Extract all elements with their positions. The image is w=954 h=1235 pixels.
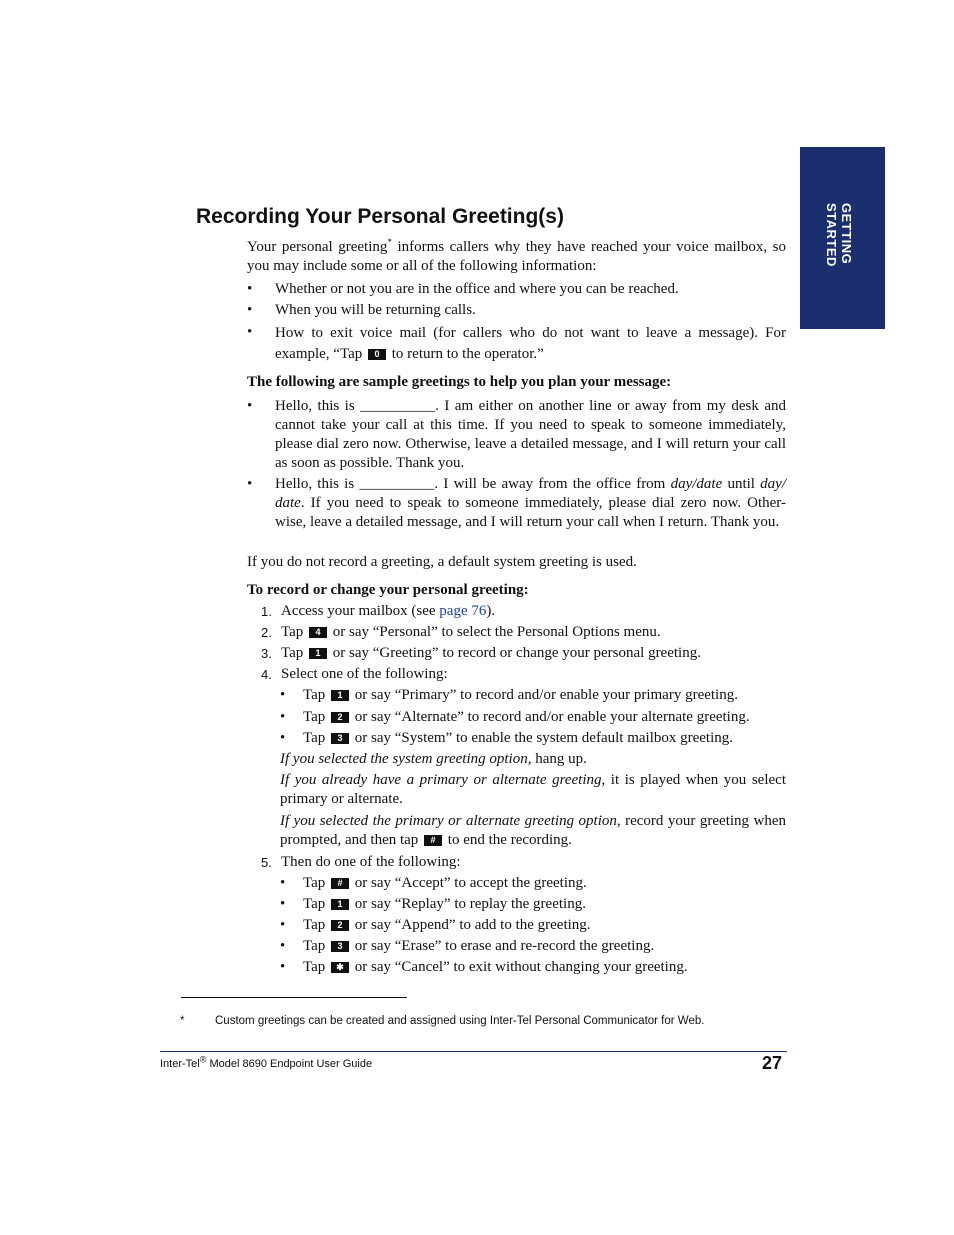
section-tab[interactable] <box>800 147 885 329</box>
key-hash-icon: # <box>331 878 349 889</box>
footnote-ref[interactable]: * <box>387 237 392 247</box>
bullet: • <box>247 281 253 297</box>
bullet: • <box>247 398 253 414</box>
key-1-icon: 1 <box>309 648 327 659</box>
page-title: Recording Your Personal Greeting(s) <box>196 205 564 228</box>
footnote-mark: * <box>180 1015 185 1027</box>
footnote-text: Custom greetings can be created and assigned using Inter-Tel Personal Communicator for Web. <box>215 1015 705 1027</box>
default-note: If you do not record a greeting, a default system greeting is used. <box>247 554 637 570</box>
step-note: If you selected the system greeting option, hang up. <box>280 751 587 767</box>
footnote-divider <box>181 997 407 998</box>
key-0-icon: 0 <box>368 349 386 360</box>
key-star-icon: ✱ <box>331 962 349 973</box>
page-link[interactable]: page 76 <box>439 603 487 619</box>
step-note: If you already have a primary or alternate greeting, it is played when you select primary or alternate. <box>280 772 786 807</box>
bullet: • <box>247 302 253 318</box>
key-2-icon: 2 <box>331 920 349 931</box>
intro-paragraph: Your personal greeting* informs callers why they have reached your voice mailbox, so you may include some or all of the following information: <box>247 237 786 274</box>
bullet: • <box>247 476 253 492</box>
section-tab-label: GETTING STARTED <box>824 203 854 267</box>
procedure-heading: To record or change your personal greeting: <box>247 582 529 598</box>
key-1-icon: 1 <box>331 690 349 701</box>
key-4-icon: 4 <box>309 627 327 638</box>
key-hash-icon: # <box>424 835 442 846</box>
footer-guide-title: Inter-Tel® Model 8690 Endpoint User Guide <box>160 1054 373 1070</box>
key-2-icon: 2 <box>331 712 349 723</box>
key-1-icon: 1 <box>331 899 349 910</box>
key-3-icon: 3 <box>331 733 349 744</box>
footer-divider <box>160 1051 787 1052</box>
samples-heading: The following are sample greetings to help you plan your message: <box>247 374 672 390</box>
key-3-icon: 3 <box>331 941 349 952</box>
step-note: If you selected the primary or alternate greeting option, record your greeting when prompted, and then tap # to end the recording. <box>280 813 786 848</box>
page-number: 27 <box>762 1053 783 1073</box>
bullet: • <box>247 324 253 340</box>
